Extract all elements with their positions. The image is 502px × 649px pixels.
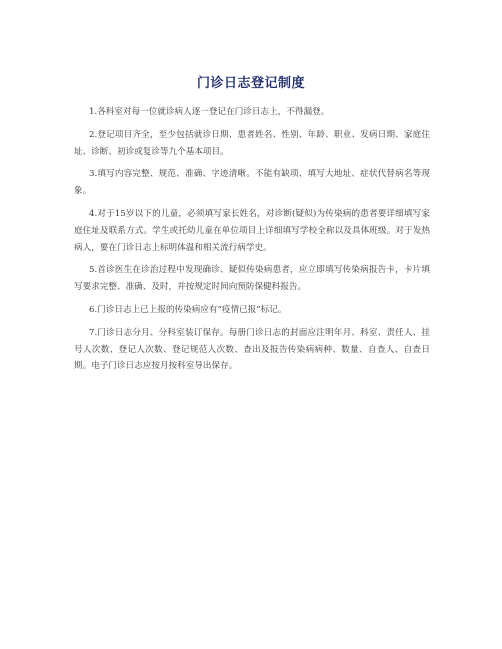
page-title: 门诊日志登记制度 <box>196 76 305 91</box>
paragraph-3: 3.填写内容完整、规范、准确、字迹清晰。不能有缺项、填写大地址、症状代替病名等现象。 <box>74 169 430 197</box>
paragraph-5: 5.首诊医生在诊治过程中发现确诊、疑似传染病患者，应立即填写传染病报告卡，卡片填写要求完整、准确、及时，并按规定时间向预防保健科报告。 <box>74 265 430 293</box>
paragraph-6: 6.门诊日志上已上报的传染病应有“疫情已报”标记。 <box>89 304 287 315</box>
paragraph-2: 2.登记项目齐全，至少包括就诊日期、患者姓名、性别、年龄、职业、发病日期、家庭住址、诊断、初诊或复诊等九个基本项目。 <box>74 129 430 157</box>
document-body <box>74 104 430 381</box>
paragraph-4: 4.对于15岁以下的儿童，必须填写家长姓名，对诊断(疑似)为传染病的患者要详细填写家庭住址及联系方式。学生或托幼儿童在单位项目上详细填写学校全称以及具体班级。对于发热病人，要在门诊日志上标明体温和相关流行病学史。 <box>74 208 430 253</box>
paragraph-1: 1.各科室对每一位就诊病人逐一登记在门诊日志上，不得漏登。 <box>89 107 330 117</box>
paragraph-7: 7.门诊日志分月、分科室装订保存。每册门诊日志的封面应注明年月、科室、责任人、挂号人次数、登记人次数、登记规范人次数、查出及报告传染病病种、数量、自查人、自查日期。电子门诊日志应按月按科室导出保存。 <box>74 327 430 372</box>
